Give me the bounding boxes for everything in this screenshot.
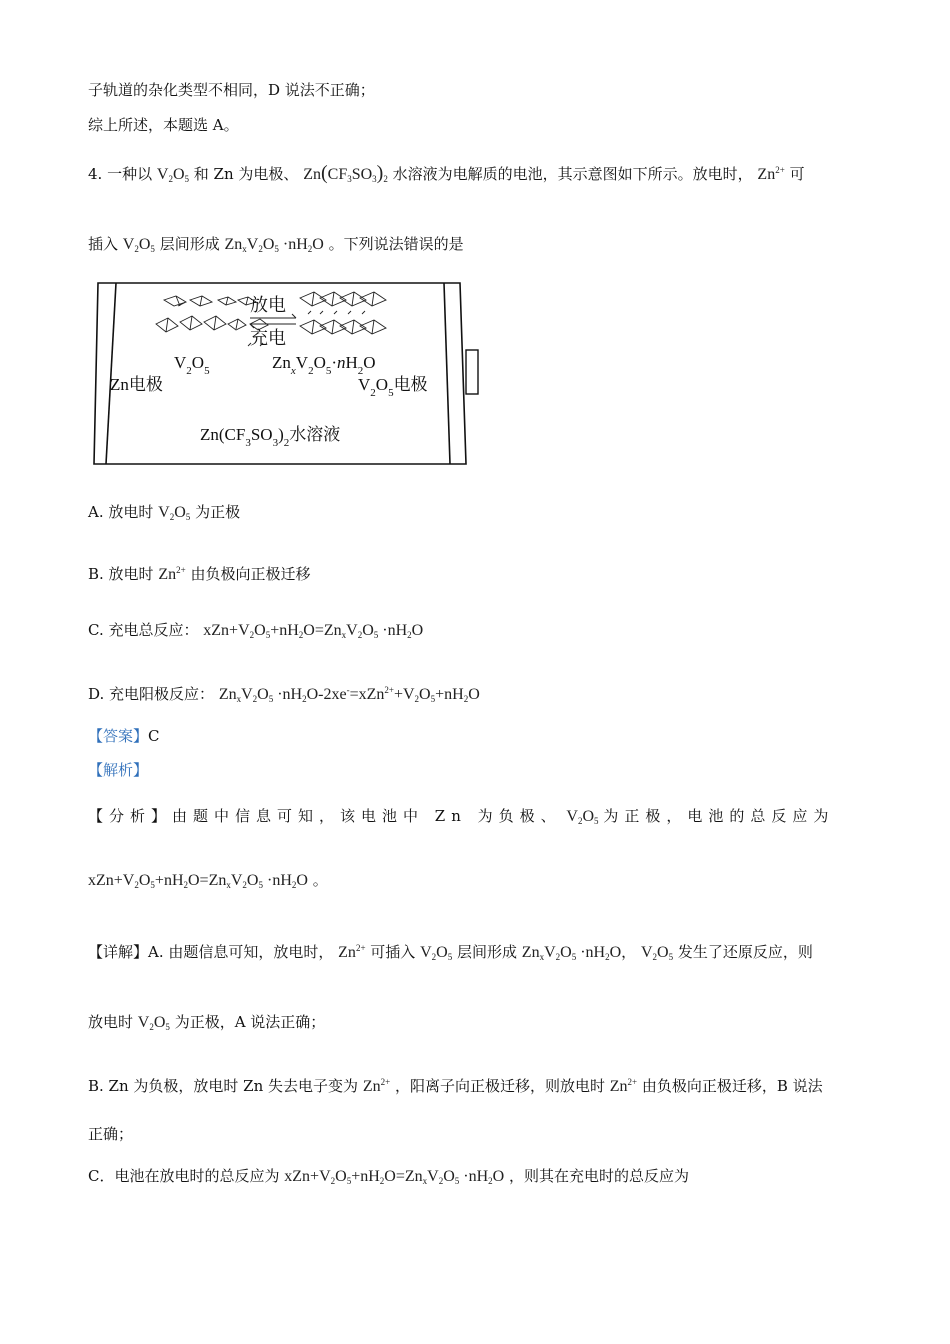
zn-electrode-label: Zn电极 (110, 375, 163, 394)
electrolyte-label: $Zn(CF_3SO_3)_2$水溶液 (200, 425, 341, 449)
battery-diagram (88, 278, 483, 468)
formula-znxv2o5: $Zn_xV_2O_5 \cdot nH_2O$ (224, 236, 324, 254)
v2o5-label: $V_2O_5$ (174, 353, 210, 377)
v2o5-electrode-label: $V_2O_5$电极 (358, 375, 428, 399)
detail-line-b2: 正确； (88, 1125, 134, 1143)
discharge-label: 放电 (250, 295, 286, 315)
formula-zn2plus: $Zn^{2+}$ (757, 165, 785, 183)
option-b: B. 放电时 $Zn^{2+}$ 由负极向正极迁移 (88, 565, 311, 583)
formula-zn-cf3so3: $Zn(CF_3SO_3)_2$ (303, 162, 388, 184)
option-a: A. 放电时 $V_2O_5$ 为正极 (88, 503, 241, 522)
analysis-line-1: 【分析】由题中信息可知，该电池中 Zn 为负极、 $V_2O_5$ 为正极，电池的总反应为 (88, 807, 835, 826)
question-4-line-1: 4. 一种以 $V_2O_5$ 和 Zn 为电极、 $Zn(CF_3SO_3)_2$ 水溶液为电解质的电池，其示意图如下所示。放电时， $Zn^{2+}$ 可 (88, 162, 805, 184)
formula-v2o5: $V_2O_5$ (156, 166, 189, 184)
text-line: 子轨道的杂化类型不相同，D 说法不正确； (88, 81, 375, 99)
option-c: C. 充电总反应： $xZn+V_2O_5+nH_2O=Zn_xV_2O_5 \cdot nH_2O$ (88, 621, 424, 640)
question-4-line-2: 插入 $V_2O_5$ 层间形成 $Zn_xV_2O_5 \cdot nH_2O$ 。下列说法错误的是 (88, 235, 464, 254)
detail-line-a2: 放电时 $V_2O_5$ 为正极，A 说法正确； (88, 1013, 326, 1032)
formula-v2o5: $V_2O_5$ (122, 236, 155, 254)
detail-line-c: C．电池在放电时的总反应为 $xZn+V_2O_5+nH_2O=Zn_xV_2O_5 \cdot nH_2O$ ，则其在充电时的总反应为 (88, 1167, 689, 1186)
detail-line-a: 【详解】A. 由题信息可知，放电时， $Zn^{2+}$ 可插入 $V_2O_5$ 层间形成 $Zn_xV_2O_5 \cdot nH_2O$， $V_2O_5$ 发生了还原反应，则 (88, 943, 813, 962)
analysis-line-2: $xZn+V_2O_5+nH_2O=Zn_xV_2O_5 \cdot nH_2O$ 。 (88, 871, 328, 890)
detail-line-b: B. Zn 为负极，放电时 Zn 失去电子变为 $Zn^{2+}$ ，阳离子向正极迁移，则放电时 $Zn^{2+}$ 由负极向正极迁移，B 说法 (88, 1077, 823, 1095)
analysis-tag: 【解析】 (88, 761, 149, 779)
charge-label: 充电 (250, 328, 286, 348)
znxv2o5-label: $Zn_xV_2O_5\cdot nH_2O$ (272, 353, 376, 377)
answer-line: 【答案】C (88, 727, 160, 745)
text-line: 综上所述，本题选 A。 (88, 116, 239, 134)
option-d: D. 充电阳极反应： $Zn_xV_2O_5 \cdot nH_2O-2xe^-=xZn^{2+}+V_2O_5+nH_2O$ (88, 685, 480, 704)
